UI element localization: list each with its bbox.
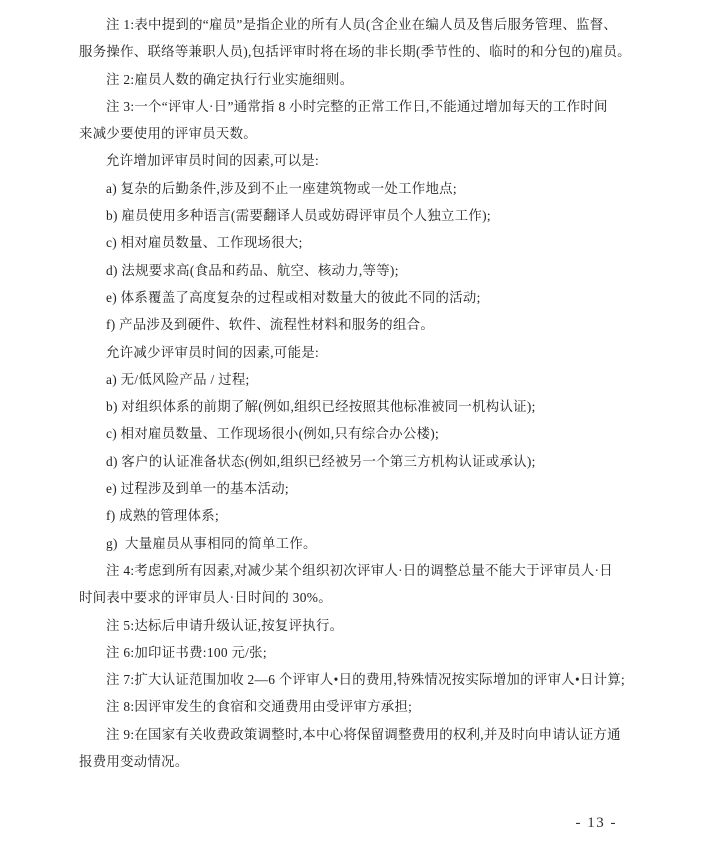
text-line: 注 7:扩大认证范围加收 2—6 个评审人•日的费用,特殊情况按实际增加的评审人•日计算; <box>106 672 626 688</box>
text-line: a) 复杂的后勤条件,涉及到不止一座建筑物或一处工作地点; <box>106 180 457 196</box>
text-line: 注 3:一个“评审人·日”通常指 8 小时完整的正常工作日,不能通过增加每天的工作时间 <box>106 98 608 114</box>
notes-section <box>79 11 651 775</box>
text-line: 注 1:表中提到的“雇员”是指企业的所有人员(含企业在编人员及售后服务管理、监督、 <box>106 17 618 32</box>
text-line: 注 5:达标后申请升级认证,按复评执行。 <box>106 617 344 633</box>
text-line: 时间表中要求的评审员人·日时间的 30%。 <box>79 590 332 606</box>
text-line: f) 产品涉及到硬件、软件、流程性材料和服务的组合。 <box>106 317 435 333</box>
text-line: 注 6:加印证书费:100 元/张; <box>106 644 267 660</box>
text-line: 注 9:在国家有关收费政策调整时,本中心将保留调整费用的权利,并及时向申请认证方通 <box>106 726 621 742</box>
text-line: 服务操作、联络等兼职人员),包括评审时将在场的非长期(季节性的、临时的和分包的)雇员。 <box>79 44 631 60</box>
text-line: e) 体系覆盖了高度复杂的过程或相对数量大的彼此不同的活动; <box>106 289 481 305</box>
text-line: e) 过程涉及到单一的基本活动; <box>106 481 289 497</box>
text-line: c) 相对雇员数量、工作现场很小(例如,只有综合办公楼); <box>106 426 440 442</box>
text-line: f) 成熟的管理体系; <box>106 508 220 524</box>
text-line: 允许减少评审员时间的因素,可能是: <box>106 344 320 360</box>
text-line: b) 对组织体系的前期了解(例如,组织已经按照其他标准被同一机构认证); <box>106 399 536 415</box>
text-line: a) 无/低风险产品 / 过程; <box>106 371 250 387</box>
page-number: - 13 - <box>575 815 617 831</box>
text-line: 来减少要使用的评审员天数。 <box>79 126 257 142</box>
text-line: 注 4:考虑到所有因素,对减少某个组织初次评审人·日的调整总量不能大于评审员人·日 <box>106 562 613 578</box>
text-line: 注 8:因评审发生的食宿和交通费用由受评审方承担; <box>106 699 413 715</box>
text-line: 注 2:雇员人数的确定执行行业实施细则。 <box>106 71 354 87</box>
text-line: 报费用变动情况。 <box>79 754 189 770</box>
text-line: b) 雇员使用多种语言(需要翻译人员或妨碍评审员个人独立工作); <box>106 208 491 224</box>
text-line: c) 相对雇员数量、工作现场很大; <box>106 235 303 251</box>
text-line: g) 大量雇员从事相同的简单工作。 <box>106 535 317 551</box>
text-line: 允许增加评审员时间的因素,可以是: <box>106 153 320 169</box>
text-line: d) 法规要求高(食品和药品、航空、核动力,等等); <box>106 262 399 278</box>
text-line: d) 客户的认证准备状态(例如,组织已经被另一个第三方机构认证或承认); <box>106 453 536 469</box>
